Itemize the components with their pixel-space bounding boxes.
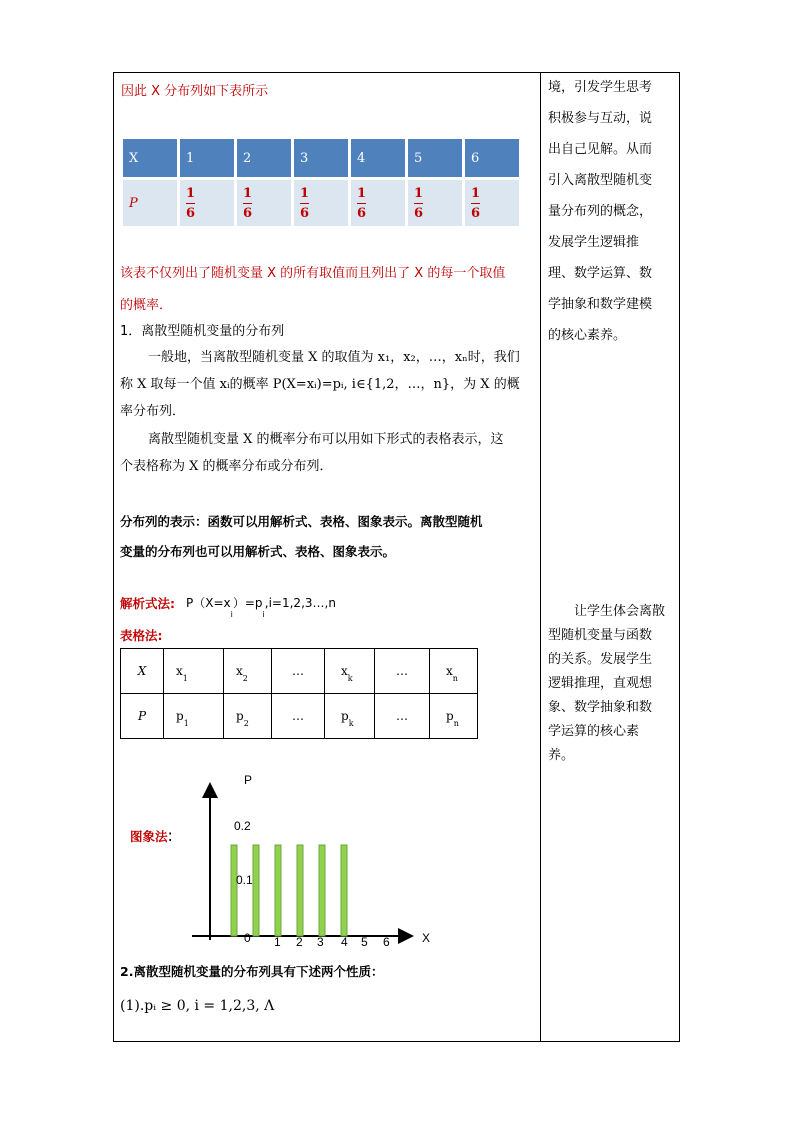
right-note-line: 的关系。发展学生: [548, 652, 653, 667]
origin-label: 0: [244, 931, 251, 945]
general-x-cell: …: [375, 649, 430, 694]
section2-title: 2.离散型随机变量的分布列具有下述两个性质：: [120, 964, 384, 979]
bar-3: [275, 845, 281, 936]
section1-title: 1．离散型随机变量的分布列: [120, 324, 285, 339]
right-note-line: 境，引发学生思考: [548, 80, 653, 95]
y-axis-label: P: [244, 773, 253, 787]
analytic-sub-i: i: [230, 610, 233, 619]
analytic-label: 解析式法:: [120, 596, 175, 611]
right-note-line: 学运算的核心素: [548, 724, 640, 739]
intro-text: 因此 X 分布列如下表所示: [121, 84, 269, 99]
bar-2: [253, 845, 259, 936]
x-tick-label: 2: [296, 935, 303, 949]
general-x-cell: $x_2$: [224, 649, 272, 694]
right-note-line: 让学生体会离散: [548, 604, 666, 619]
distribution-table: [120, 136, 522, 229]
analytic-formula-part3: ,i=1,2,3…,n: [264, 596, 336, 610]
dist-prob-cell: $\frac{1}{6}$: [294, 180, 348, 226]
right-note-line: 学抽象和数学建模: [548, 297, 653, 312]
right-note-line: 的核心素养。: [548, 328, 627, 343]
definition-line3: 率分布列．: [120, 404, 186, 419]
analytic-formula: [186, 594, 336, 619]
table-method-label: 表格法:: [120, 628, 163, 643]
dist-header-cell: X: [123, 139, 177, 177]
red-explanation-line2: 的概率．: [120, 298, 173, 313]
general-p-cell: $p_2$: [224, 694, 272, 739]
dist-prob-cell: $\frac{1}{6}$: [465, 180, 519, 226]
right-note-line: 发展学生逻辑推: [548, 235, 640, 250]
bar-5: [319, 845, 325, 936]
right-note-line: 型随机变量与函数: [548, 628, 653, 643]
x-axis-label: X: [422, 931, 431, 945]
analytic-formula-part1: P（X=x: [186, 596, 231, 610]
right-note-line: 象、数学抽象和数: [548, 700, 653, 715]
representation-line2: 变量的分布列也可以用解析式、表格、图象表示。: [120, 544, 396, 559]
distribution-header-row: [123, 139, 519, 177]
dist-prob-cell: $\frac{1}{6}$: [351, 180, 405, 226]
right-note-line: 量分布列的概念，: [548, 204, 653, 219]
right-note-line: 养。: [548, 748, 575, 763]
analytic-sub-i: i: [262, 610, 265, 619]
x-tick-label: 3: [317, 935, 324, 949]
definition2-line2: 个表格称为 X 的概率分布或分布列．: [120, 459, 333, 474]
bar-6: [341, 845, 347, 936]
right-notes-block2: [548, 600, 665, 768]
x-tick-label: 6: [383, 935, 390, 949]
general-p-cell: …: [272, 694, 325, 739]
bar-4: [297, 845, 303, 936]
definition-line1: 一般地，当离散型随机变量 X 的取值为 x₁，x₂，…，xₙ时，我们: [148, 350, 520, 365]
general-x-cell: $x_k$: [325, 649, 375, 694]
definition-line2: 称 X 取每一个值 xᵢ的概率 P(X=xᵢ)=pᵢ, i∈{1,2，…，n}，为 X 的概: [120, 377, 520, 392]
property1: (1).pᵢ ≥ 0, i = 1,2,3, Λ: [120, 998, 275, 1014]
general-x-label: X: [121, 649, 164, 694]
dist-row-label: P: [123, 180, 177, 226]
right-note-line: 积极参与互动，说: [548, 111, 653, 126]
general-table-p-row: [121, 694, 478, 739]
right-note-line: 出自己见解。从而: [548, 142, 653, 157]
right-note-line: 逻辑推理，直观想: [548, 676, 653, 691]
general-p-cell: $p_n$: [430, 694, 478, 739]
red-explanation-line1: 该表不仅列出了随机变量 X 的所有取值而且列出了 X 的每一个取值: [120, 266, 506, 281]
column-divider: [540, 72, 541, 1042]
dist-header-cell: 2: [237, 139, 291, 177]
general-x-cell: $x_1$: [164, 649, 224, 694]
dist-header-cell: 5: [408, 139, 462, 177]
general-p-cell: $p_1$: [164, 694, 224, 739]
dist-header-cell: 6: [465, 139, 519, 177]
y-tick-label: 0.1: [236, 873, 253, 887]
distribution-bar-chart: [180, 768, 440, 958]
general-p-cell: $p_k$: [325, 694, 375, 739]
dist-header-cell: 4: [351, 139, 405, 177]
distribution-prob-row: [123, 180, 519, 226]
general-x-cell: $x_n$: [430, 649, 478, 694]
y-tick-label: 0.2: [234, 819, 251, 833]
right-note-line: 引入离散型随机变: [548, 173, 653, 188]
x-tick-label: 5: [361, 935, 368, 949]
general-p-cell: …: [375, 694, 430, 739]
analytic-formula-part2: ）=p: [232, 596, 263, 610]
bar-1: [231, 845, 237, 936]
dist-prob-cell: $\frac{1}{6}$: [408, 180, 462, 226]
general-table-x-row: [121, 649, 478, 694]
dist-header-cell: 3: [294, 139, 348, 177]
general-x-cell: …: [272, 649, 325, 694]
dist-prob-cell: $\frac{1}{6}$: [237, 180, 291, 226]
definition2-line1: 离散型随机变量 X 的概率分布可以用如下形式的表格表示，这: [148, 432, 504, 447]
dist-header-cell: 1: [180, 139, 234, 177]
general-distribution-table: [120, 648, 478, 739]
representation-line1: 分布列的表示：函数可以用解析式、表格、图象表示。离散型随机: [120, 514, 483, 529]
dist-prob-cell: $\frac{1}{6}$: [180, 180, 234, 226]
x-tick-label: 4: [341, 935, 348, 949]
right-notes-block1: [548, 72, 652, 351]
x-tick-label: 1: [274, 935, 281, 949]
right-note-line: 理、数学运算、数: [548, 266, 653, 281]
general-p-label: P: [121, 694, 164, 739]
graph-method-label: 图象法:: [130, 826, 173, 845]
